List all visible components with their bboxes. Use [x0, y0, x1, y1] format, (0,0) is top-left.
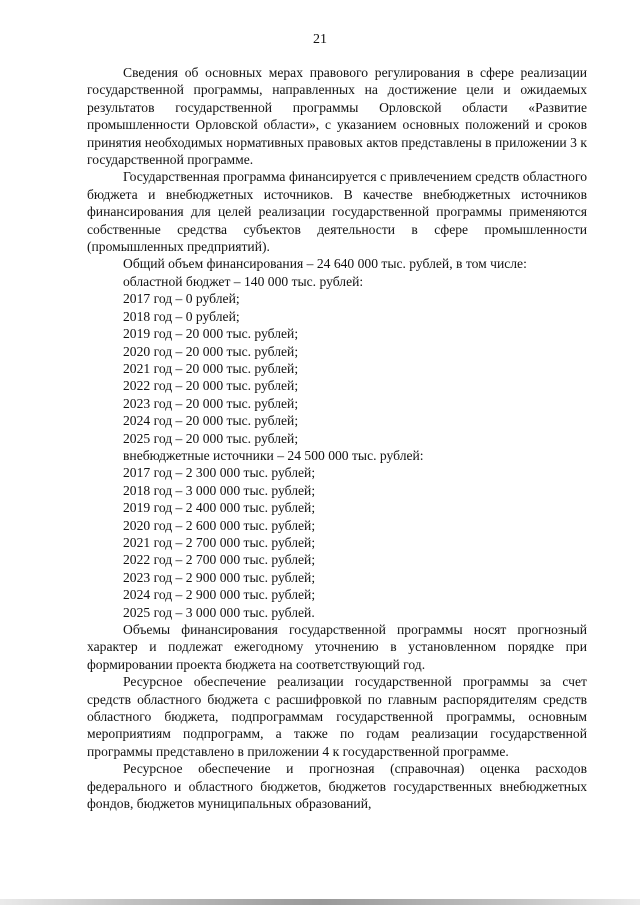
extra-year-line: 2017 год – 2 300 000 тыс. рублей; — [123, 465, 316, 481]
extra-year-line: 2023 год – 2 900 000 тыс. рублей; — [123, 569, 316, 585]
regional-budget-header: областной бюджет – 140 000 тыс. рублей: — [123, 273, 364, 289]
extra-year-line: 2018 год – 3 000 000 тыс. рублей; — [123, 482, 316, 498]
regional-year-line: 2020 год – 20 000 тыс. рублей; — [123, 343, 299, 359]
document-body — [87, 64, 587, 812]
extra-year-line: 2022 год – 2 700 000 тыс. рублей; — [123, 552, 316, 568]
extra-year-line: 2020 год – 2 600 000 тыс. рублей; — [123, 517, 316, 533]
regional-year-line: 2025 год – 20 000 тыс. рублей; — [123, 430, 299, 446]
regional-budget-list — [87, 290, 587, 447]
page-number: 21 — [313, 32, 327, 47]
paragraph-legal-regulation: Сведения об основных мерах правового регулирования в сфере реализации государственной программы, направленных на достижение цели и ожидаемых результатов государственной программы Орловской области «Развитие промышленности Орловской области», с указанием основных положений и сроков принятия необходимых нормативных правовых актов представлены в приложении 3 к государственной программе. — [87, 65, 587, 168]
regional-year-line: 2023 год – 20 000 тыс. рублей; — [123, 395, 299, 411]
extra-year-line: 2019 год – 2 400 000 тыс. рублей; — [123, 500, 316, 516]
regional-year-line: 2024 год – 20 000 тыс. рублей; — [123, 413, 299, 429]
extra-year-line: 2021 год – 2 700 000 тыс. рублей; — [123, 534, 316, 550]
regional-year-line: 2019 год – 20 000 тыс. рублей; — [123, 326, 299, 342]
regional-year-line: 2021 год – 20 000 тыс. рублей; — [123, 360, 299, 376]
extra-budget-header: внебюджетные источники – 24 500 000 тыс. рублей: — [123, 447, 424, 463]
regional-year-line: 2022 год – 20 000 тыс. рублей; — [123, 378, 299, 394]
regional-year-line: 2017 год – 0 рублей; — [123, 291, 240, 307]
extra-budget-list — [87, 464, 587, 621]
extra-year-line: 2025 год – 3 000 000 тыс. рублей. — [123, 604, 315, 620]
paragraph-funding-forecast: Объемы финансирования государственной программы носят прогнозный характер и подлежат ежегодному уточнению в установленном порядке при формировании проекта бюджета на соответствующий год. — [87, 622, 587, 672]
paragraph-funding-sources: Государственная программа финансируется с привлечением средств областного бюджета и внебюджетных источников. В качестве внебюджетных источников финансирования для целей реализации государственной программы применяются собственные средства субъектов деятельности в сфере промышленности (промышленных предприятий). — [87, 169, 587, 255]
funding-total: Общий объем финансирования – 24 640 000 тыс. рублей, в том числе: — [123, 256, 527, 272]
paragraph-resource-regional: Ресурсное обеспечение реализации государственной программы за счет средств областного бюджета с расшифровкой по главным распорядителям средств областного бюджета, подпрограммам государственной программы, основным мероприятиям подпрограмм, а также по годам реализации государственной программы представлено в приложении 4 к государственной программе. — [87, 674, 587, 759]
extra-year-line: 2024 год – 2 900 000 тыс. рублей; — [123, 587, 316, 603]
paragraph-resource-forecast: Ресурсное обеспечение и прогнозная (справочная) оценка расходов федерального и областного бюджетов, бюджетов государственных внебюджетных фондов, бюджетов муниципальных образований, — [87, 761, 587, 812]
regional-year-line: 2018 год – 0 рублей; — [123, 308, 240, 324]
scan-edge-mark — [0, 899, 640, 905]
